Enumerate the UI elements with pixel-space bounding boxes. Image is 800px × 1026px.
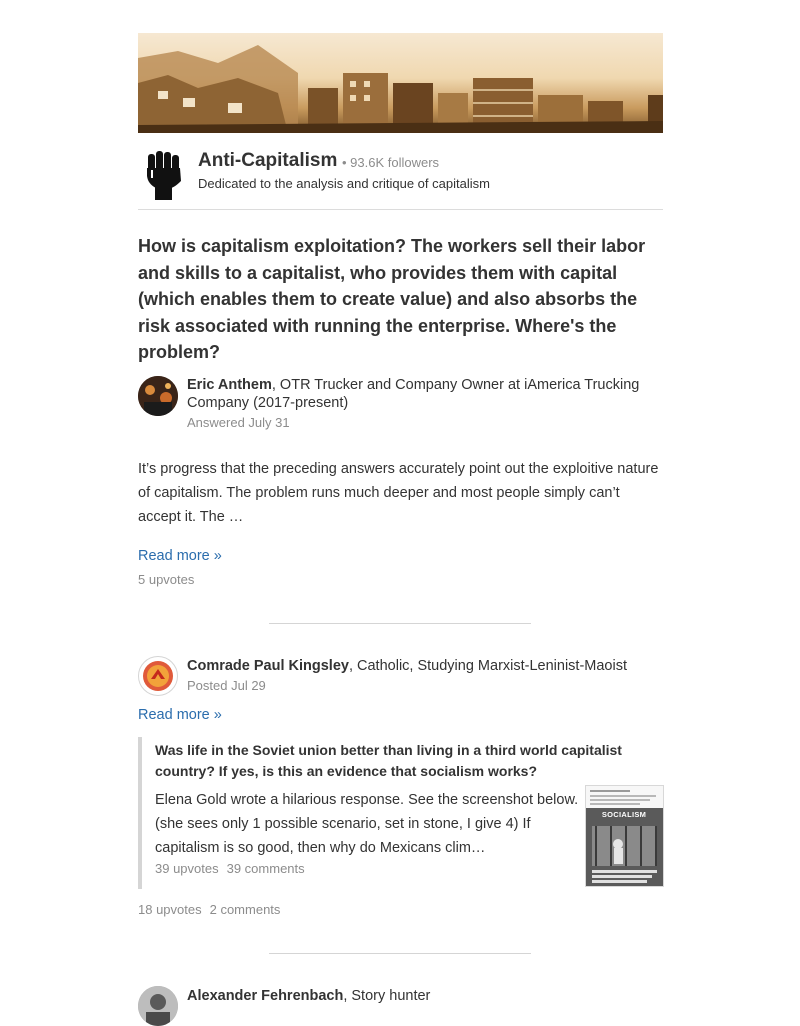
quoted-upvote-count[interactable]: 39 upvotes xyxy=(155,861,219,876)
city-ruins-illustration xyxy=(138,33,663,133)
avatar[interactable] xyxy=(138,986,178,1026)
quoted-question-title[interactable]: Was life in the Soviet union better than living in a third world capitalist country? If yes, is this an evidence that socialism works? xyxy=(155,742,622,779)
feed-divider xyxy=(269,623,531,624)
answer-author-credential: , OTR Trucker and Company Owner at iAmerica Trucking Company (2017-present) xyxy=(187,377,640,411)
post-upvote-count[interactable]: 18 upvotes xyxy=(138,902,202,917)
avatar[interactable] xyxy=(138,376,178,416)
space-banner-image xyxy=(138,33,663,133)
post-stats xyxy=(138,902,280,917)
space-title[interactable]: Anti-Capitalism xyxy=(198,150,338,171)
post-author-line xyxy=(187,657,663,675)
space-header xyxy=(138,133,663,210)
read-more-link[interactable]: Read more » xyxy=(138,548,222,564)
feed-column xyxy=(138,33,663,1004)
answer-body: It’s progress that the preceding answers accurately point out the exploitive nature of capitalism. The problem runs much deeper and most people simply can’t accept it. The … xyxy=(138,461,659,525)
quoted-answer-stats xyxy=(155,861,305,876)
answer-upvote-count[interactable]: 5 upvotes xyxy=(138,572,195,587)
next-author-credential: , Story hunter xyxy=(343,988,431,1004)
feed-divider xyxy=(269,953,531,954)
question-title[interactable]: How is capitalism exploitation? The workers sell their labor and skills to a capitalist, who provides them with capital (which enables them to create value) and also absorbs the risk associated with running the enterprise. Where's the problem? xyxy=(138,236,646,363)
quoted-answer-body: Elena Gold wrote a hilarious response. See the screenshot below. (she sees only 1 possible scenario, set in stone, I give 4) If capitalism is so good, then why do Mexicans clim… xyxy=(155,792,579,856)
post-author-credential: , Catholic, Studying Marxist-Leninist-Maoist xyxy=(348,658,627,674)
screenshot-thumbnail-art xyxy=(586,786,663,886)
quoted-comment-count[interactable]: 39 comments xyxy=(226,861,305,876)
screenshot-thumbnail[interactable] xyxy=(585,785,664,887)
read-more-link[interactable]: Read more » xyxy=(138,707,222,723)
post-comment-count[interactable]: 2 comments xyxy=(209,902,281,917)
space-description: Dedicated to the analysis and critique of capitalism xyxy=(198,176,490,191)
post-author-name[interactable]: Comrade Paul Kingsley xyxy=(187,658,349,674)
avatar[interactable] xyxy=(138,656,178,696)
post-date[interactable]: Posted Jul 29 xyxy=(187,678,266,693)
answer-author-name[interactable]: Eric Anthem xyxy=(187,377,272,393)
answer-date[interactable]: Answered July 31 xyxy=(187,415,290,430)
next-author-line xyxy=(187,987,663,1005)
raised-fist-icon xyxy=(144,148,184,200)
answer-author-line xyxy=(187,376,663,412)
screenshot-thumbnail-caption: SOCIALISM xyxy=(601,810,647,819)
next-author-name[interactable]: Alexander Fehrenbach xyxy=(187,988,344,1004)
quoted-answer[interactable] xyxy=(138,737,667,889)
space-follower-count: • 93.6K followers xyxy=(342,155,440,170)
